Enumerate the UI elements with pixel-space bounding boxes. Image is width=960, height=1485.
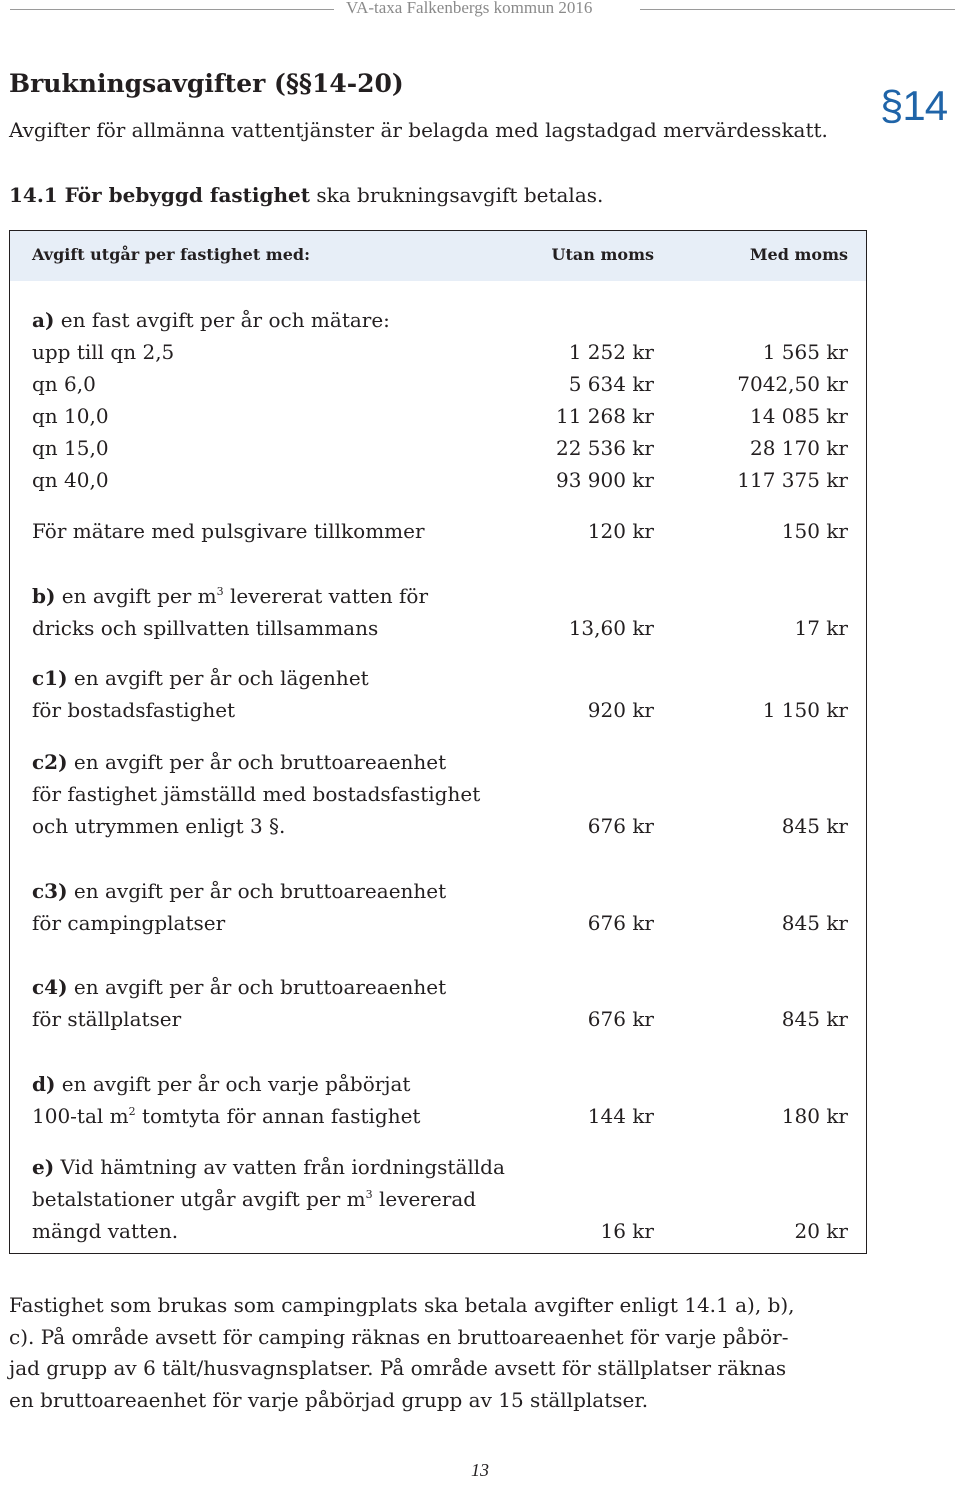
price-excl-vat: 920 kr [587,698,654,722]
table-row [10,613,866,643]
row-description [32,1152,505,1182]
table-row [10,972,866,1002]
row-label: a) [32,308,55,332]
price-excl-vat: 676 kr [587,911,654,935]
section-number: §14 [880,82,948,129]
row-text: en avgift per år och bruttoareaenhet [67,879,447,903]
price-incl-vat: 1 565 kr [762,340,848,364]
price-excl-vat: 120 kr [587,519,654,543]
row-description [32,516,425,546]
table-row [10,305,866,335]
row-description [32,1184,476,1214]
unit-exponent: 2 [128,1105,136,1118]
row-description [32,613,378,643]
table-row [10,811,866,841]
table-row [10,369,866,399]
table-header [10,231,866,281]
row-description [32,465,109,495]
row-label: c1) [32,666,68,690]
row-description [32,369,96,399]
table-row [10,663,866,693]
price-incl-vat: 150 kr [781,519,848,543]
price-excl-vat: 676 kr [587,814,654,838]
price-incl-vat: 1 150 kr [762,698,848,722]
row-text: betalstationer utgår avgift per m [32,1187,366,1211]
row-label: e) [32,1155,55,1179]
row-description [32,663,369,693]
row-description [32,972,446,1002]
price-incl-vat: 14 085 kr [749,404,848,428]
row-description [32,1004,181,1034]
table-row [10,433,866,463]
row-text: dricks och spillvatten tillsammans [32,616,379,640]
row-label: c3) [32,879,68,903]
row-text: en fast avgift per år och mätare: [54,308,390,332]
table-row [10,1069,866,1099]
row-text: qn 40,0 [32,468,109,492]
price-incl-vat: 117 375 kr [737,468,848,492]
table-row [10,908,866,938]
row-description [32,581,428,611]
table-row [10,779,866,809]
row-description [32,876,446,906]
header-rule-left [10,9,334,10]
table-row [10,1152,866,1182]
row-text: en avgift per år och bruttoareaenhet [67,750,447,774]
row-label: c4) [32,975,68,999]
row-text: en avgift per år och bruttoareaenhet [67,975,447,999]
footnote-line: jad grupp av 6 tält/husvagnsplatser. På område avsett för ställplatser räknas [9,1356,787,1380]
row-text: qn 6,0 [32,372,96,396]
table-row [10,401,866,431]
price-excl-vat: 1 252 kr [568,340,654,364]
subsection-label: 14.1 För bebyggd fastighet [9,183,310,207]
row-description [32,433,109,463]
header-incl-vat: Med moms [749,245,848,264]
section-title: Brukningsavgifter (§§14-20) [9,69,404,98]
header-rule-right [640,9,955,10]
row-label: b) [32,584,56,608]
row-text-cont: levererat vatten för [223,584,428,608]
row-text: qn 10,0 [32,404,109,428]
unit-exponent: 3 [216,585,224,598]
price-incl-vat: 17 kr [794,616,848,640]
running-header: VA-taxa Falkenbergs kommun 2016 [346,0,593,17]
row-text: mängd vatten. [32,1219,179,1243]
table-row [10,747,866,777]
price-incl-vat: 845 kr [781,911,848,935]
price-incl-vat: 180 kr [781,1104,848,1128]
footnote-line: c). På område avsett för camping räknas en bruttoareaenhet för varje påbör- [9,1324,789,1349]
row-text: och utrymmen enligt 3 §. [32,814,286,838]
row-label: c2) [32,750,68,774]
row-description [32,1101,420,1131]
row-text: Vid hämtning av vatten från iordningställda [54,1155,505,1179]
section-intro: Avgifter för allmänna vattentjänster är belagda med lagstadgad mervärdesskatt. [9,118,828,142]
price-excl-vat: 5 634 kr [568,372,654,396]
footnote-line: Fastighet som brukas som campingplats ska betala avgifter enligt 14.1 a), b), [9,1293,795,1317]
table-row [10,1184,866,1214]
row-text: för fastighet jämställd med bostadsfastighet [32,782,481,806]
row-description [32,695,235,725]
table-row [10,876,866,906]
footnote-line: en bruttoareaenhet för varje påbörjad grupp av 15 ställplatser. [9,1387,649,1412]
price-incl-vat: 7042,50 kr [737,372,848,396]
table-row [10,516,866,546]
price-excl-vat: 11 268 kr [555,404,654,428]
table-row [10,1004,866,1034]
row-description [32,337,174,367]
table-row [10,581,866,611]
price-excl-vat: 16 kr [600,1219,654,1243]
header-excl-vat: Utan moms [551,245,654,264]
price-excl-vat: 13,60 kr [568,616,654,640]
row-label: d) [32,1072,56,1096]
row-text: för ställplatser [32,1007,182,1031]
price-excl-vat: 144 kr [587,1104,654,1128]
price-excl-vat: 676 kr [587,1007,654,1031]
footnote [9,1290,879,1416]
unit-exponent: 3 [365,1188,373,1201]
header-description: Avgift utgår per fastighet med: [32,245,311,264]
row-text: för bostadsfastighet [32,698,236,722]
row-text: för campingplatser [32,911,226,935]
row-description [32,1216,178,1246]
price-incl-vat: 20 kr [794,1219,848,1243]
row-description [32,779,480,809]
table-row [10,337,866,367]
row-text: 100-tal m [32,1104,129,1128]
row-description [32,811,285,841]
row-description [32,401,109,431]
row-description [32,908,225,938]
price-excl-vat: 22 536 kr [555,436,654,460]
price-incl-vat: 28 170 kr [749,436,848,460]
row-text-cont: levererad [372,1187,477,1211]
table-row [10,1216,866,1246]
row-text: För mätare med pulsgivare tillkommer [32,519,425,543]
row-text: en avgift per år och varje påbörjat [55,1072,411,1096]
fee-table [9,230,867,1254]
table-row [10,695,866,725]
subsection-text: ska brukningsavgift betalas. [310,183,604,207]
table-row [10,465,866,495]
price-excl-vat: 93 900 kr [555,468,654,492]
row-text-cont: tomtyta för annan fastighet [135,1104,421,1128]
row-text: qn 15,0 [32,436,109,460]
price-incl-vat: 845 kr [781,1007,848,1031]
row-text: upp till qn 2,5 [32,340,175,364]
row-description [32,747,446,777]
table-row [10,1101,866,1131]
row-description [32,305,390,335]
row-text: en avgift per år och lägenhet [67,666,369,690]
subsection-heading [9,183,603,207]
row-text: en avgift per m [55,584,217,608]
price-incl-vat: 845 kr [781,814,848,838]
row-description [32,1069,410,1099]
page-number: 13 [471,1460,489,1480]
